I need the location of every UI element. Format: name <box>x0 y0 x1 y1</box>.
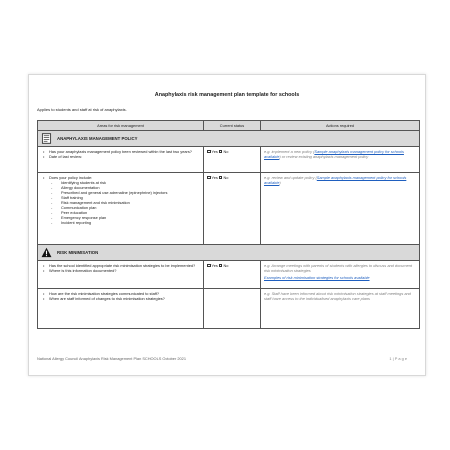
question-text: • Has your anaphylaxis management policy been reviewed within the last two years? <box>41 149 200 154</box>
page-number: 1 | P a g e <box>389 356 407 361</box>
document-icon <box>41 133 52 144</box>
section-title: RISK MINIMISATION <box>57 250 99 255</box>
section-policy <box>38 131 420 147</box>
action-text: e.g. review and update policy ( <box>264 175 317 180</box>
risk-table <box>37 120 420 329</box>
warning-icon <box>41 247 52 258</box>
policy-subitem: - Identifying students at risk <box>51 180 200 185</box>
action-text-tail: ) or review existing anaphylaxis management policy <box>279 154 369 159</box>
policy-subitem: - Emergency response plan <box>51 215 200 220</box>
yes-checkbox[interactable] <box>207 150 211 154</box>
question-text: • How are the risk minimisation strategies communicated to staff? <box>41 291 200 296</box>
document-page <box>28 74 426 376</box>
sample-policy-link[interactable]: Sample anaphylaxis management policy for schools available <box>264 175 407 185</box>
question-text: • Does your policy include: <box>41 175 200 180</box>
action-text: e.g. Staff have been informed about risk minimisation strategies at staff meetings and staff have access to the individualised anaphylaxis care plans <box>264 291 411 301</box>
policy-subitem: - Communication plan <box>51 205 200 210</box>
status-cell: Yes No <box>204 173 261 245</box>
policy-subitem: - Allergy documentation <box>51 185 200 190</box>
question-text: • Date of last review: <box>41 154 200 159</box>
table-row <box>38 261 420 289</box>
no-checkbox[interactable] <box>219 150 223 154</box>
status-cell <box>204 289 261 329</box>
action-text-tail: ) <box>279 180 281 185</box>
policy-subitem: - Risk management and risk minimisation <box>51 200 200 205</box>
header-status: Current status <box>204 121 261 131</box>
status-cell: Yes No <box>204 261 261 289</box>
risk-strategies-link[interactable]: Examples of risk minimisation strategies for schools available <box>264 275 370 280</box>
policy-subitem: - Staff training <box>51 195 200 200</box>
question-text: • When are staff informed of changes to risk minimisation strategies? <box>41 296 200 301</box>
table-row <box>38 173 420 245</box>
header-areas: Areas for risk management <box>38 121 204 131</box>
yes-checkbox[interactable] <box>207 176 211 180</box>
document-title: Anaphylaxis risk management plan template for schools <box>154 92 300 98</box>
status-cell: Yes No <box>204 147 261 173</box>
header-actions: Actions required <box>261 121 420 131</box>
policy-subitem: - Incident reporting <box>51 220 200 225</box>
section-risk-minimisation <box>38 245 420 261</box>
no-checkbox[interactable] <box>219 264 223 268</box>
table-row <box>38 289 420 329</box>
policy-subitem: - Peer education <box>51 210 200 215</box>
question-text: • Where is this information documented? <box>41 268 200 273</box>
document-footer: National Allergy Council Anaphylaxis Risk Management Plan SCHOOLS October 2021 <box>37 356 187 361</box>
question-text: • Has the school identified appropriate risk minimisation strategies to be implemented? <box>41 263 200 268</box>
sample-policy-link[interactable]: Sample anaphylaxis management policy for schools available <box>264 149 404 159</box>
yes-checkbox[interactable] <box>207 264 211 268</box>
intro-text: Applies to students and staff at risk of anaphylaxis. <box>37 107 127 112</box>
action-text: e.g. Arrange meetings with parents of students with allergies to discuss and document risk minimisation strategies <box>264 263 412 273</box>
no-checkbox[interactable] <box>219 176 223 180</box>
action-text: e.g. implement a new policy ( <box>264 149 315 154</box>
section-title: ANAPHYLAXIS MANAGEMENT POLICY <box>57 136 138 141</box>
policy-subitem: - Prescribed and general use adrenaline (epinephrine) injectors <box>51 190 200 195</box>
table-header-row <box>38 121 420 131</box>
table-row <box>38 147 420 173</box>
